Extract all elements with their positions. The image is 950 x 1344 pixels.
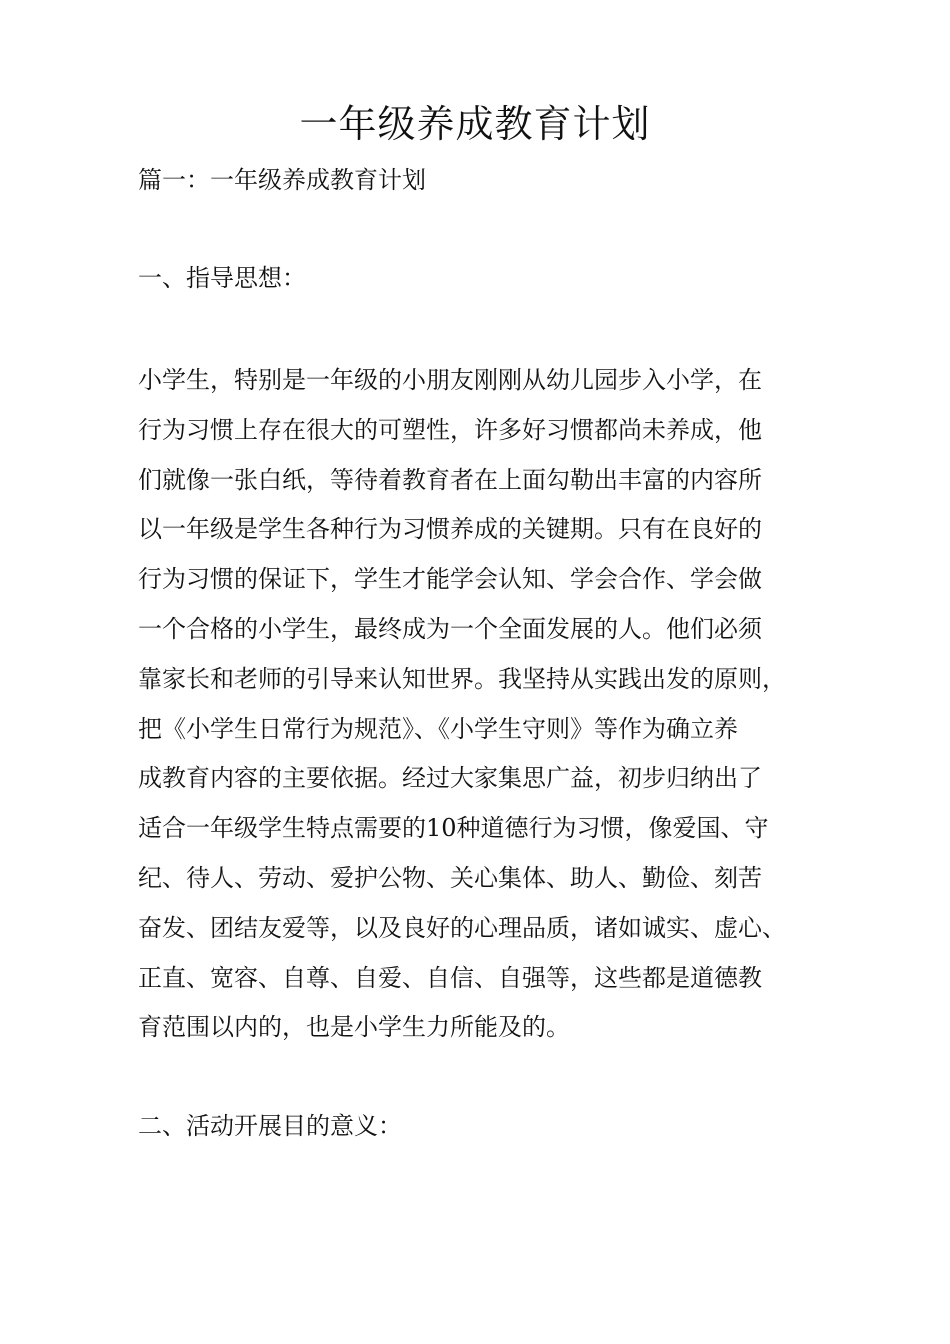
paragraph-line: 纪、待人、劳动、爱护公物、关心集体、助人、勤俭、刻苦: [138, 863, 762, 892]
paragraph-line: 成教育内容的主要依据。经过大家集思广益，初步归纳出了: [138, 764, 762, 793]
paragraph-line: 小学生，特别是一年级的小朋友刚刚从幼儿园步入小学，在: [138, 366, 762, 394]
paragraph-line: 以一年级是学生各种行为习惯养成的关键期。只有在良好的: [138, 515, 762, 544]
paragraph-line: 靠家长和老师的引导来认知世界。我坚持从实践出发的原则，: [138, 664, 786, 693]
paragraph-line: 们就像一张白纸，等待着教育者在上面勾勒出丰富的内容所: [138, 465, 762, 494]
paragraph-line: 育范围以内的，也是小学生力所能及的。: [138, 1013, 570, 1042]
paragraph-line: 行为习惯上存在很大的可塑性，许多好习惯都尚未养成，他: [138, 415, 762, 444]
paragraph-line: 正直、宽容、自尊、自爱、自信、自强等，这些都是道德教: [138, 963, 762, 992]
document-subtitle: 篇一：一年级养成教育计划: [138, 166, 426, 194]
section-heading-activity-purpose: 二、活动开展目的意义：: [138, 1112, 402, 1140]
paragraph-line: 把《小学生日常行为规范》、《小学生守则》等作为确立养: [138, 714, 738, 743]
paragraph-line: 适合一年级学生特点需要的10种道德行为习惯，像爱国、守: [138, 814, 769, 843]
section-body-paragraph: [138, 356, 838, 1053]
paragraph-line: 行为习惯的保证下，学生才能学会认知、学会合作、学会做: [138, 565, 762, 594]
paragraph-line: 奋发、团结友爱等，以及良好的心理品质，诸如诚实、虚心、: [138, 913, 786, 942]
document-title: 一年级养成教育计划: [299, 102, 651, 146]
section-heading-guiding-ideology: 一、指导思想：: [138, 264, 306, 292]
paragraph-line: 一个合格的小学生，最终成为一个全面发展的人。他们必须: [138, 614, 762, 643]
